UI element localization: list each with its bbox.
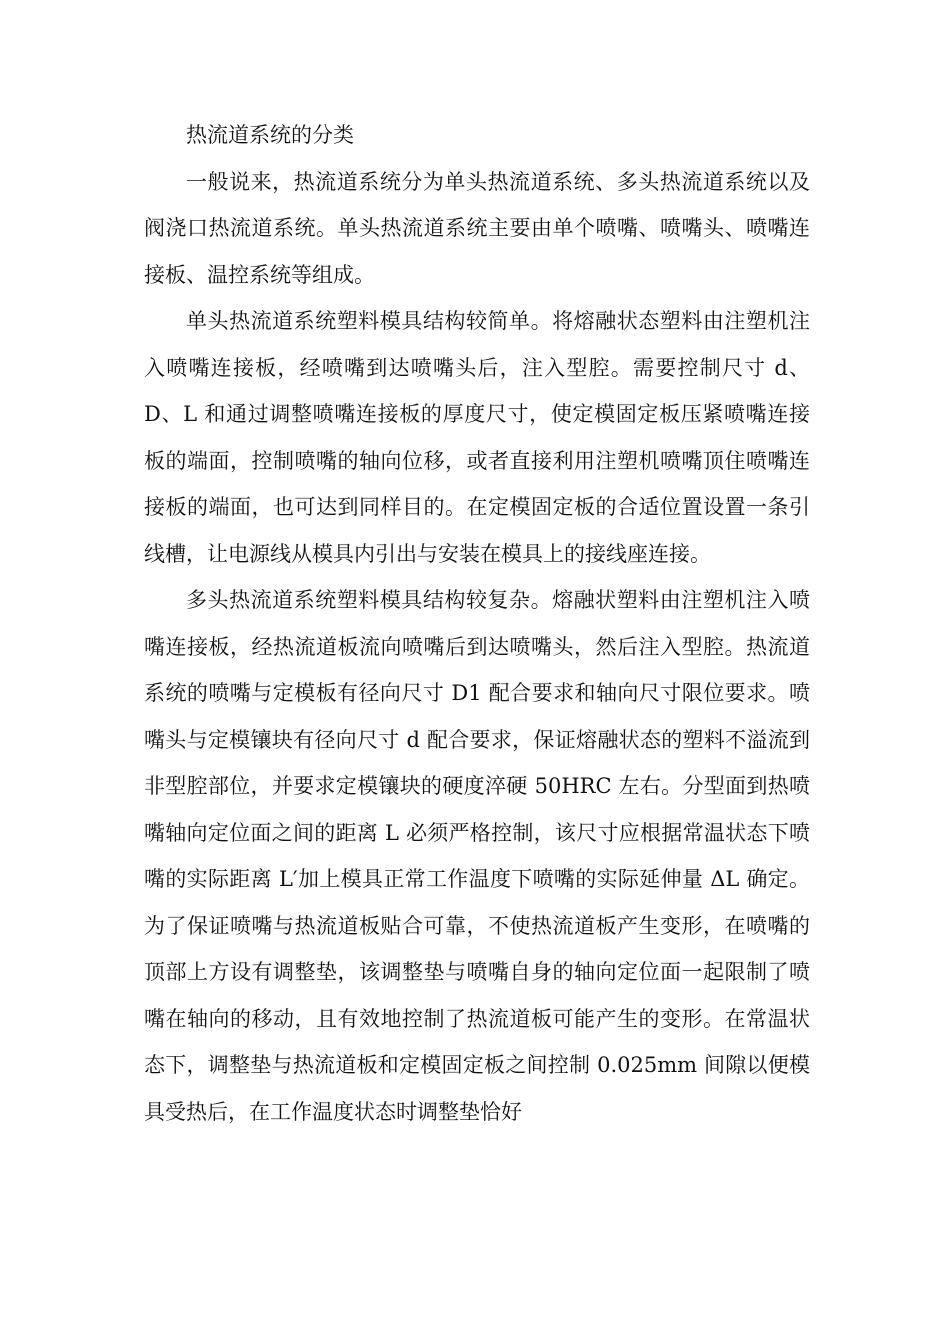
- section-heading: 热流道系统的分类: [186, 123, 354, 147]
- paragraph-overview: 一般说来，热流道系统分为单头热流道系统、多头热流道系统以及阀浇口热流道系统。单头热流道系统主要由单个喷嘴、喷嘴头、喷嘴连接板、温控系统等组成。: [144, 169, 810, 287]
- paragraph-single-head: 单头热流道系统塑料模具结构较简单。将熔融状态塑料由注塑机注入喷嘴连接板，经喷嘴到达喷嘴头后，注入型腔。需要控制尺寸 d、D、L 和通过调整喷嘴连接板的厚度尺寸，使定模固定板压紧喷嘴连接板的端面，控制喷嘴的轴向位移，或者直接利用注塑机喷嘴顶住喷嘴连接板的端面，也可达到同样目的。在定模固定板的合适位置设置一条引线槽，让电源线从模具内引出与安装在模具上的接线座连接。: [144, 309, 810, 566]
- paragraph-multi-head: 多头热流道系统塑料模具结构较复杂。熔融状塑料由注塑机注入喷嘴连接板，经热流道板流向喷嘴后到达喷嘴头，然后注入型腔。热流道系统的喷嘴与定模板有径向尺寸 D1 配合要求和轴向尺寸限位要求。喷嘴头与定模镶块有径向尺寸 d 配合要求，保证熔融状态的塑料不溢流到非型腔部位，并要求定模镶块的硬度淬硬 50HRC 左右。分型面到热喷嘴轴向定位面之间的距离 L 必须严格控制，该尺寸应根据常温状态下喷嘴的实际距离 L′加上模具正常工作温度下喷嘴的实际延伸量 ΔL 确定。为了保证喷嘴与热流道板贴合可靠，不使热流道板产生变形，在喷嘴的顶部上方设有调整垫，该调整垫与喷嘴自身的轴向定位面一起限制了喷嘴在轴向的移动，且有效地控制了热流道板可能产生的变形。在常温状态下，调整垫与热流道板和定模固定板之间控制 0.025mm 间隙以便模具受热后，在工作温度状态时调整垫恰好: [144, 588, 810, 1124]
- document-body: [144, 112, 810, 1135]
